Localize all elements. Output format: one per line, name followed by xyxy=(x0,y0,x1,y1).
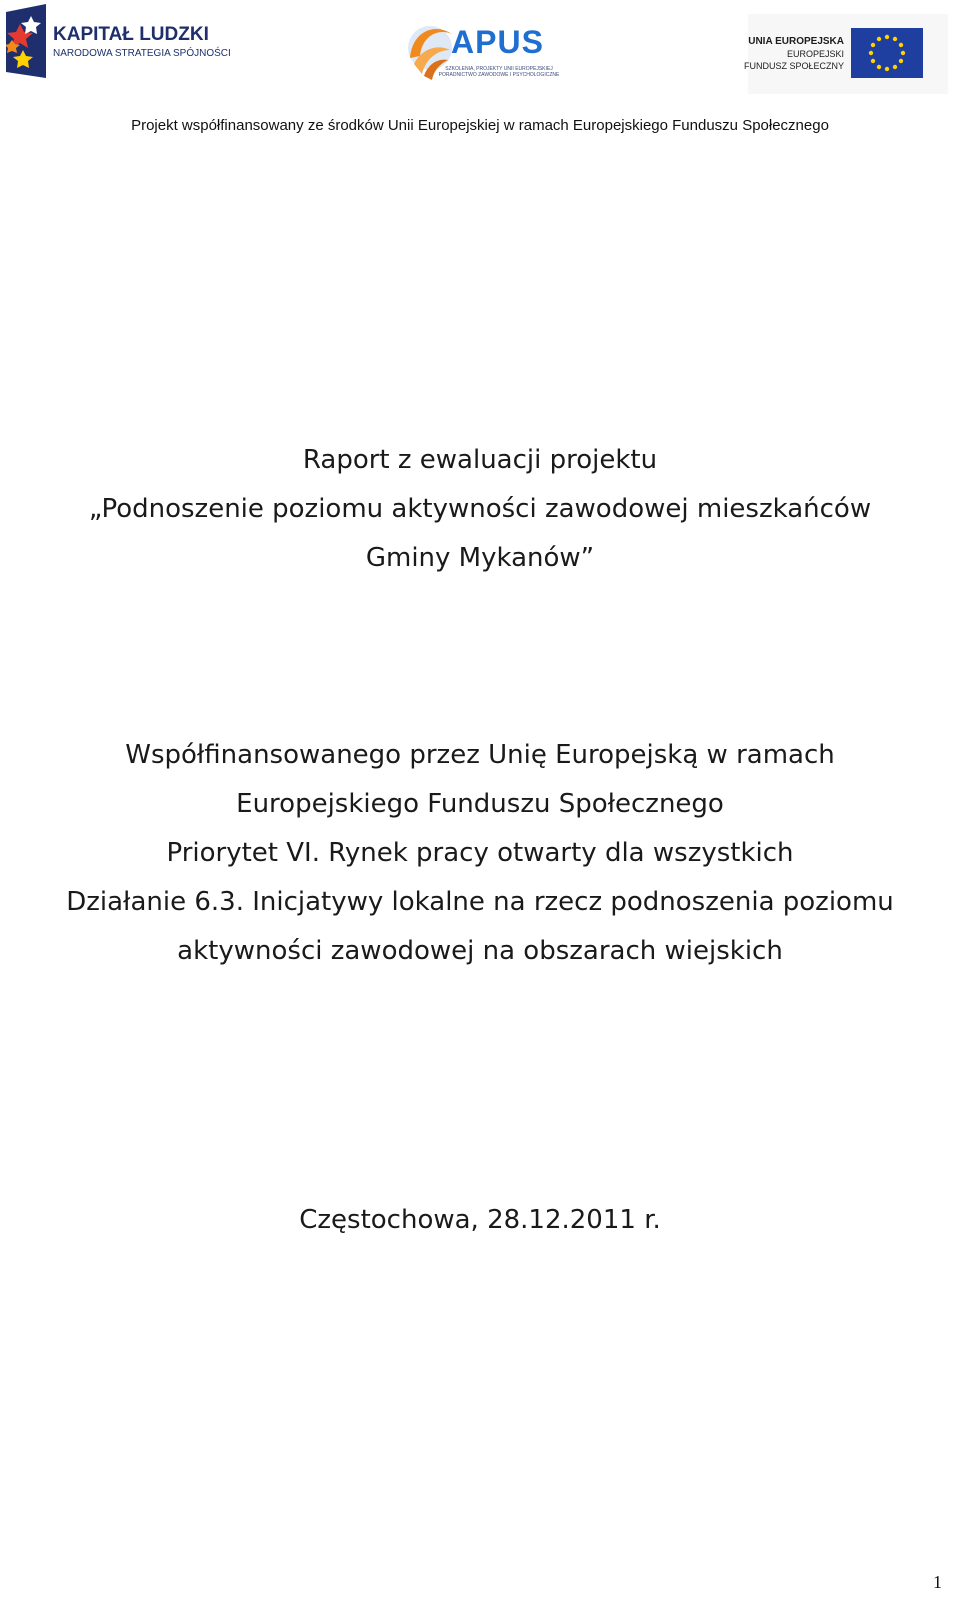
kapital-ludzki-logo xyxy=(6,4,236,82)
apus-tagline xyxy=(434,66,564,78)
funding-line-1: Współfinansowanego przez Unię Europejską w ramach xyxy=(125,740,835,770)
kapital-ludzki-subtitle: NARODOWA STRATEGIA SPÓJNOŚCI xyxy=(53,48,231,59)
place-date: Częstochowa, 28.12.2011 r. xyxy=(299,1205,661,1235)
funding-line-2: Europejskiego Funduszu Społecznego xyxy=(236,789,724,819)
eu-flag-icon xyxy=(851,28,923,78)
apus-name: APUS xyxy=(451,24,544,60)
kapital-ludzki-stars-icon xyxy=(6,4,50,80)
eu-logo-line-2: EUROPEJSKI xyxy=(786,49,844,59)
report-title-line-2: „Podnoszenie poziomu aktywności zawodowej mieszkańców xyxy=(88,494,872,524)
apus-tagline-line-2: PORADNICTWO ZAWODOWE I PSYCHOLOGICZNE xyxy=(438,72,560,78)
apus-tagline-line-1: SZKOLENIA, PROJEKTY UNII EUROPEJSKIEJ xyxy=(445,66,553,72)
cofinance-note: Projekt współfinansowany ze środków Unii Europejskiej w ramach Europejskiego Funduszu Społecznego xyxy=(131,117,829,134)
funding-line-3: Priorytet VI. Rynek pracy otwarty dla wszystkich xyxy=(166,838,794,868)
eu-logo-line-3: FUNDUSZ SPOŁECZNY xyxy=(743,61,844,71)
funding-info xyxy=(0,731,960,976)
eu-logo-line-1: UNIA EUROPEJSKA xyxy=(748,36,844,47)
report-title-line-1: Raport z ewaluacji projektu xyxy=(302,445,658,475)
kapital-ludzki-name: KAPITAŁ LUDZKI xyxy=(53,24,209,45)
funding-line-5: aktywności zawodowej na obszarach wiejskich xyxy=(177,936,783,966)
eu-logo xyxy=(743,14,948,94)
report-title-line-3: Gminy Mykanów” xyxy=(365,543,595,573)
page-number: 1 xyxy=(933,1572,942,1592)
apus-logo xyxy=(404,18,574,88)
funding-line-4: Działanie 6.3. Inicjatywy lokalne na rzecz podnoszenia poziomu xyxy=(66,887,894,917)
report-title xyxy=(0,436,960,583)
